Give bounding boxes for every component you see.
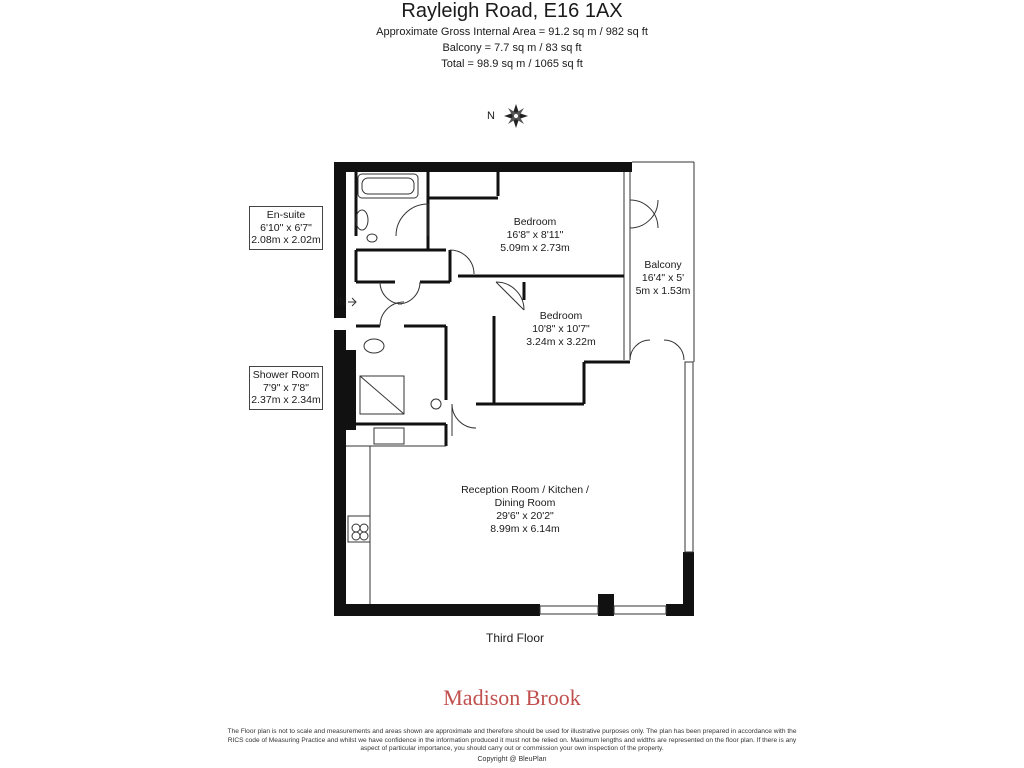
disclaimer-text: The Floor plan is not to scale and measurements and areas shown are approximate and therefore should be used for illustrative purposes only. The plan has been prepared in accordance with the RICS code of Measuring Practice and whilst we have confidence in the information produced it must not be relied on. Maximum lengths and widths are represented on the floor plan. If there is any aspect of particular importance, you should carry out or commission your own inspection of the property. (227, 728, 797, 753)
room-label-shower-room: Shower Room 7'9" x 7'8" 2.37m x 2.34m (249, 366, 323, 410)
compass-north-label: N (487, 110, 495, 122)
gross-internal-area: Approximate Gross Internal Area = 91.2 sq m / 982 sq ft (376, 26, 648, 38)
total-area: Total = 98.9 sq m / 1065 sq ft (441, 58, 583, 70)
room-label-bedroom-1: Bedroom 16'8" x 8'11" 5.09m x 2.73m (500, 216, 570, 254)
sanitary-fittings (346, 174, 446, 604)
compass-icon (504, 104, 528, 128)
room-label-bedroom-2: Bedroom 10'8" x 10'7" 3.24m x 3.22m (526, 310, 596, 348)
brand-logo: Madison Brook (443, 685, 581, 710)
entrance-arrow-icon (348, 298, 356, 306)
balcony-area: Balcony = 7.7 sq m / 83 sq ft (442, 42, 582, 54)
copyright-text: Copyright @ BleuPlan (477, 756, 547, 763)
plan-title: Rayleigh Road, E16 1AX (401, 0, 623, 22)
room-label-balcony: Balcony 16'4" x 5' 5m x 1.53m (635, 259, 691, 297)
floor-label: Third Floor (485, 631, 544, 645)
room-label-ensuite: En-suite 6'10" x 6'7" 2.08m x 2.02m (249, 206, 323, 250)
room-label-reception: Reception Room / Kitchen / Dining Room 29'6" x 20'2" 8.99m x 6.14m (461, 484, 589, 535)
entrance-label: IN (336, 296, 347, 308)
interior-walls (346, 172, 630, 446)
